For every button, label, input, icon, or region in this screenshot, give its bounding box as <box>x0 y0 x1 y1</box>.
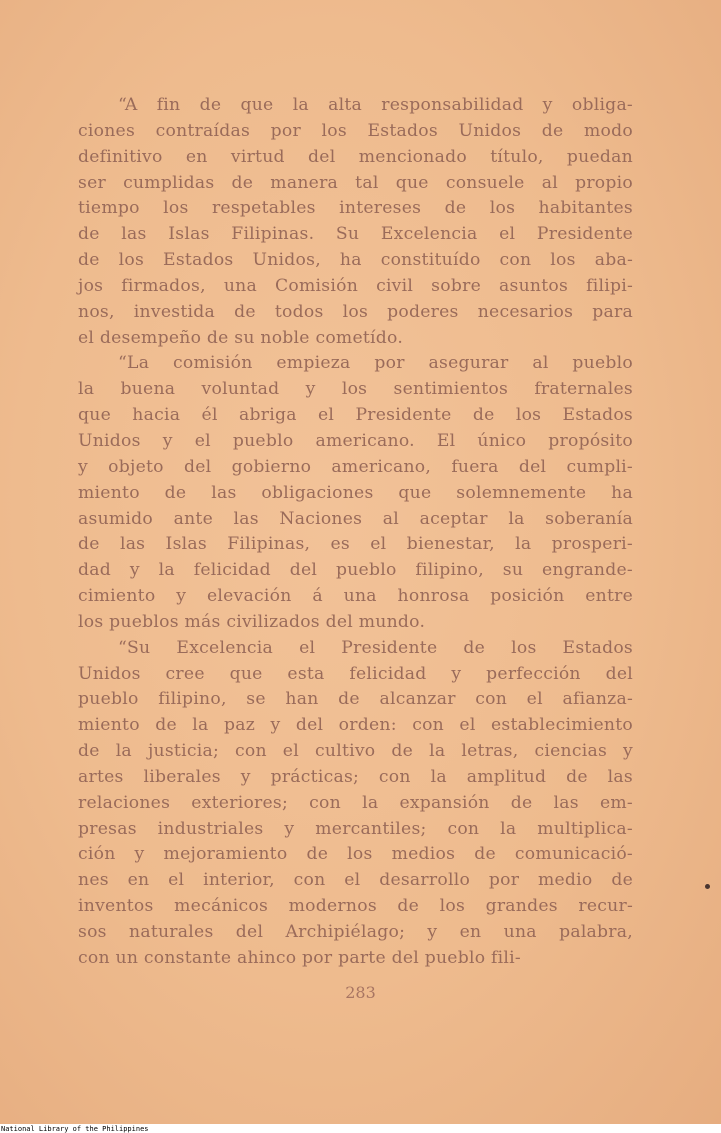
text-line: de las Islas Filipinas. Su Excelencia el Presidente <box>78 224 633 245</box>
text-line: y objeto del gobierno americano, fuera del cumpli- <box>78 456 633 477</box>
body-text <box>78 93 633 972</box>
text-line: artes liberales y prácticas; con la amplitud de las <box>78 766 633 787</box>
library-credit: National Library of the Philippines <box>0 1125 721 1133</box>
text-line: la buena voluntad y los sentimientos fraternales <box>78 379 633 400</box>
text-line: pueblo filipino, se han de alcanzar con el afianza- <box>78 689 633 710</box>
text-line: tiempo los respetables intereses de los habitantes <box>78 198 633 219</box>
text-line: de la justicia; con el cultivo de la letras, ciencias y <box>78 741 633 762</box>
text-line: sos naturales del Archipiélago; y en una palabra, <box>78 922 633 942</box>
text-line: definitivo en virtud del mencionado título, puedan <box>78 146 633 167</box>
text-line: los pueblos más civilizados del mundo. <box>78 611 426 632</box>
text-line: presas industriales y mercantiles; con la multiplica- <box>78 818 633 839</box>
text-line: que hacia él abriga el Presidente de los Estados <box>78 405 633 426</box>
text-line: nos, investida de todos los poderes necesarios para <box>78 301 633 322</box>
text-line: dad y la felicidad del pueblo filipino, su engrande- <box>78 560 633 581</box>
text-line: Unidos cree que esta felicidad y perfección del <box>78 663 633 684</box>
text-line: “La comisión empieza por asegurar al pueblo <box>118 353 633 374</box>
text-line: ción y mejoramiento de los medios de comunicació- <box>78 844 633 865</box>
text-line: de las Islas Filipinas, es el bienestar, la prosperi- <box>78 534 633 555</box>
text-line: inventos mecánicos modernos de los grandes recur- <box>78 896 633 917</box>
text-line: de los Estados Unidos, ha constituído con los aba- <box>78 250 633 271</box>
ink-spot <box>705 884 710 889</box>
text-line: “Su Excelencia el Presidente de los Estados <box>118 637 633 658</box>
text-line: miento de la paz y del orden: con el establecimiento <box>78 715 633 736</box>
text-line: asumido ante las Naciones al aceptar la soberanía <box>78 508 633 529</box>
text-line: jos firmados, una Comisión civil sobre asuntos filipi- <box>78 275 633 296</box>
text-line: cimiento y elevación á una honrosa posición entre <box>78 586 633 607</box>
text-line: ser cumplidas de manera tal que consuele al propio <box>78 172 633 193</box>
text-line: ciones contraídas por los Estados Unidos de modo <box>78 120 633 141</box>
text-line: Unidos y el pueblo americano. El único propósito <box>78 430 633 451</box>
text-line: con un constante ahinco por parte del pueblo fili- <box>78 947 521 968</box>
text-line: el desempeño de su noble cometído. <box>78 327 404 348</box>
text-line: nes en el interior, con el desarrollo por medio de <box>78 870 633 891</box>
page-number: 283 <box>345 983 376 1002</box>
text-line: “A fin de que la alta responsabilidad y obliga- <box>118 95 633 115</box>
text-line: miento de las obligaciones que solemnemente ha <box>78 482 633 503</box>
text-line: relaciones exteriores; con la expansión de las em- <box>78 792 633 813</box>
